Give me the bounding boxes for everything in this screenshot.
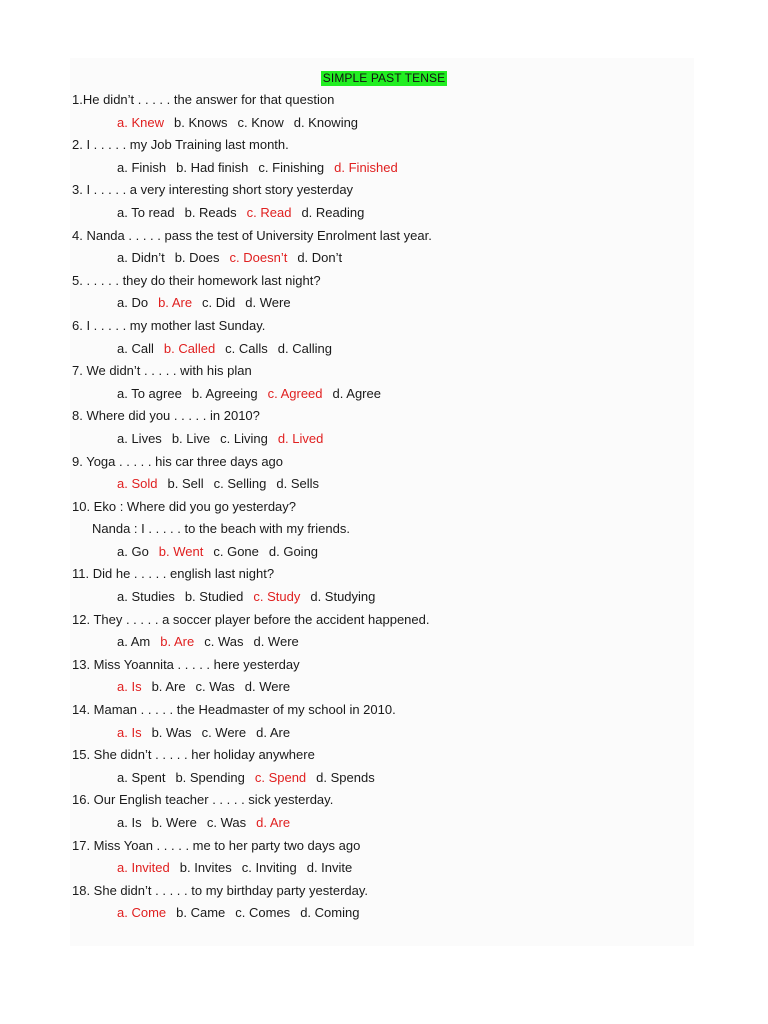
answer-option: d. Knowing <box>293 114 359 130</box>
answer-option: d. Are <box>256 724 291 740</box>
answer-option: a. Go <box>117 543 149 559</box>
answer-option: c. Finishing <box>258 159 325 175</box>
answer-options <box>72 428 692 451</box>
correct-answer-option: a. Invited <box>117 860 170 876</box>
correct-answer-option: c. Read <box>246 204 292 220</box>
answer-option: b. Agreeing <box>191 385 258 401</box>
question-item <box>72 880 692 925</box>
answer-option: d. Were <box>244 679 291 695</box>
answer-option: c. Comes <box>235 905 291 921</box>
answer-option: d. Were <box>245 295 291 311</box>
answer-option: d. Spends <box>316 769 375 785</box>
answer-option: c. Was <box>206 815 247 830</box>
answer-option: b. Sell <box>167 476 204 492</box>
answer-options <box>72 383 692 406</box>
question-item <box>72 835 692 880</box>
answer-option: c. Inviting <box>241 860 297 876</box>
correct-answer-option: c. Agreed <box>267 385 323 401</box>
question-text: 7. We didn’t . . . . . with his plan <box>72 363 252 379</box>
answer-option: a. Call <box>117 340 154 356</box>
answer-option: b. Are <box>151 679 186 695</box>
question-item <box>72 451 692 496</box>
answer-option: c. Calls <box>225 340 268 356</box>
question-text: 12. They . . . . . a soccer player before the accident happened. <box>72 611 430 627</box>
question-text: 3. I . . . . . a very interesting short story yesterday <box>72 182 354 198</box>
question-item <box>72 89 692 134</box>
answer-option: b. Knows <box>173 114 228 130</box>
answer-options <box>72 902 692 925</box>
answer-option: b. Came <box>176 905 226 921</box>
answer-option: d. Sells <box>276 476 320 492</box>
answer-option: d. Studying <box>310 589 376 605</box>
answer-option: b. Was <box>151 724 192 740</box>
correct-answer-option: c. Study <box>253 589 301 605</box>
answer-options <box>72 767 692 790</box>
correct-answer-option: c. Spend <box>254 769 307 785</box>
answer-option: c. Was <box>195 679 235 695</box>
answer-option: c. Did <box>202 295 236 311</box>
question-text: 18. She didn’t . . . . . to my birthday party yesterday. <box>72 882 369 898</box>
answer-options <box>72 202 692 225</box>
question-subtext: Nanda : I . . . . . to the beach with my friends. <box>92 521 350 537</box>
correct-answer-option: a. Is <box>117 724 142 740</box>
answer-options <box>72 586 692 609</box>
question-text: 13. Miss Yoannita . . . . . here yesterday <box>72 656 300 672</box>
answer-options <box>72 157 692 180</box>
question-list <box>72 89 692 925</box>
answer-options <box>72 473 692 496</box>
question-text: 10. Eko : Where did you go yesterday? <box>72 498 297 514</box>
answer-option: d. Going <box>268 543 319 559</box>
question-item <box>72 270 692 315</box>
correct-answer-option: a. Knew <box>117 114 164 130</box>
question-text: 17. Miss Yoan . . . . . me to her party two days ago <box>72 837 361 853</box>
answer-options <box>72 247 692 270</box>
correct-answer-option: b. Are <box>158 295 193 311</box>
question-item <box>72 789 692 834</box>
question-item <box>72 563 692 608</box>
question-item <box>72 699 692 744</box>
answer-options <box>72 631 692 654</box>
answer-option: c. Living <box>220 430 268 446</box>
answer-options <box>72 541 692 564</box>
answer-option: d. Don’t <box>297 250 343 266</box>
question-item <box>72 179 692 224</box>
question-text: 2. I . . . . . my Job Training last month. <box>72 137 289 153</box>
answer-options <box>72 338 692 361</box>
answer-option: c. Selling <box>213 476 267 492</box>
correct-answer-option: b. Went <box>158 543 204 559</box>
answer-option: d. Coming <box>300 905 360 921</box>
answer-option: b. Live <box>171 430 211 446</box>
answer-options <box>72 722 692 745</box>
question-text: 4. Nanda . . . . . pass the test of University Enrolment last year. <box>72 227 432 243</box>
question-item <box>72 744 692 789</box>
answer-option: a. To read <box>117 204 175 220</box>
correct-answer-option: d. Are <box>256 815 291 830</box>
answer-option: d. Calling <box>277 340 332 356</box>
question-text: 5. . . . . . they do their homework last night? <box>72 272 321 288</box>
question-item <box>72 315 692 360</box>
answer-option: b. Studied <box>184 589 244 605</box>
correct-answer-option: a. Is <box>117 679 142 695</box>
question-item <box>72 134 692 179</box>
correct-answer-option: b. Called <box>163 340 216 356</box>
correct-answer-option: b. Are <box>160 634 195 650</box>
question-item <box>72 405 692 450</box>
question-item <box>72 360 692 405</box>
answer-option: a. Am <box>117 634 151 650</box>
answer-options <box>72 812 692 835</box>
correct-answer-option: a. Sold <box>117 476 158 492</box>
answer-option: c. Gone <box>213 543 259 559</box>
question-text: 6. I . . . . . my mother last Sunday. <box>72 317 266 333</box>
answer-option: a. Spent <box>117 769 166 785</box>
answer-option: b. Reads <box>184 204 237 220</box>
answer-option: c. Know <box>237 114 284 130</box>
answer-option: d. Invite <box>306 860 353 876</box>
correct-answer-option: d. Lived <box>277 430 324 446</box>
answer-options <box>72 112 692 135</box>
answer-option: d. Agree <box>332 385 381 401</box>
question-item <box>72 496 692 564</box>
answer-option: a. To agree <box>117 385 182 401</box>
correct-answer-option: a. Come <box>117 905 167 921</box>
question-text: 14. Maman . . . . . the Headmaster of my school in 2010. <box>72 702 396 718</box>
question-text: 1.He didn’t . . . . . the answer for that question <box>72 92 335 107</box>
correct-answer-option: d. Finished <box>334 159 398 175</box>
answer-option: a. Didn’t <box>117 250 165 266</box>
answer-option: a. Finish <box>117 159 167 175</box>
answer-option: d. Reading <box>301 204 365 220</box>
answer-option: b. Invites <box>179 860 232 876</box>
correct-answer-option: c. Doesn’t <box>229 250 288 266</box>
answer-option: a. Studies <box>117 589 175 605</box>
answer-option: a. Do <box>117 295 149 311</box>
question-text: 15. She didn’t . . . . . her holiday anywhere <box>72 747 315 763</box>
answer-option: a. Is <box>117 815 142 830</box>
answer-option: a. Lives <box>117 430 162 446</box>
answer-option: b. Were <box>151 815 197 830</box>
answer-option: b. Spending <box>175 769 245 785</box>
page-title: SIMPLE PAST TENSE <box>322 71 446 85</box>
question-text: 9. Yoga . . . . . his car three days ago <box>72 453 284 469</box>
title-container <box>0 69 768 87</box>
answer-option: c. Was <box>204 634 244 650</box>
question-text: 16. Our English teacher . . . . . sick yesterday. <box>72 792 334 808</box>
answer-option: b. Had finish <box>176 159 249 175</box>
question-item <box>72 654 692 699</box>
answer-options <box>72 676 692 699</box>
answer-option: d. Were <box>253 634 299 650</box>
answer-options <box>72 857 692 880</box>
question-item <box>72 609 692 654</box>
question-item <box>72 225 692 270</box>
question-text: 8. Where did you . . . . . in 2010? <box>72 408 260 424</box>
answer-options <box>72 292 692 315</box>
answer-option: b. Does <box>174 250 220 266</box>
question-text: 11. Did he . . . . . english last night? <box>72 566 275 582</box>
answer-option: c. Were <box>201 724 247 740</box>
